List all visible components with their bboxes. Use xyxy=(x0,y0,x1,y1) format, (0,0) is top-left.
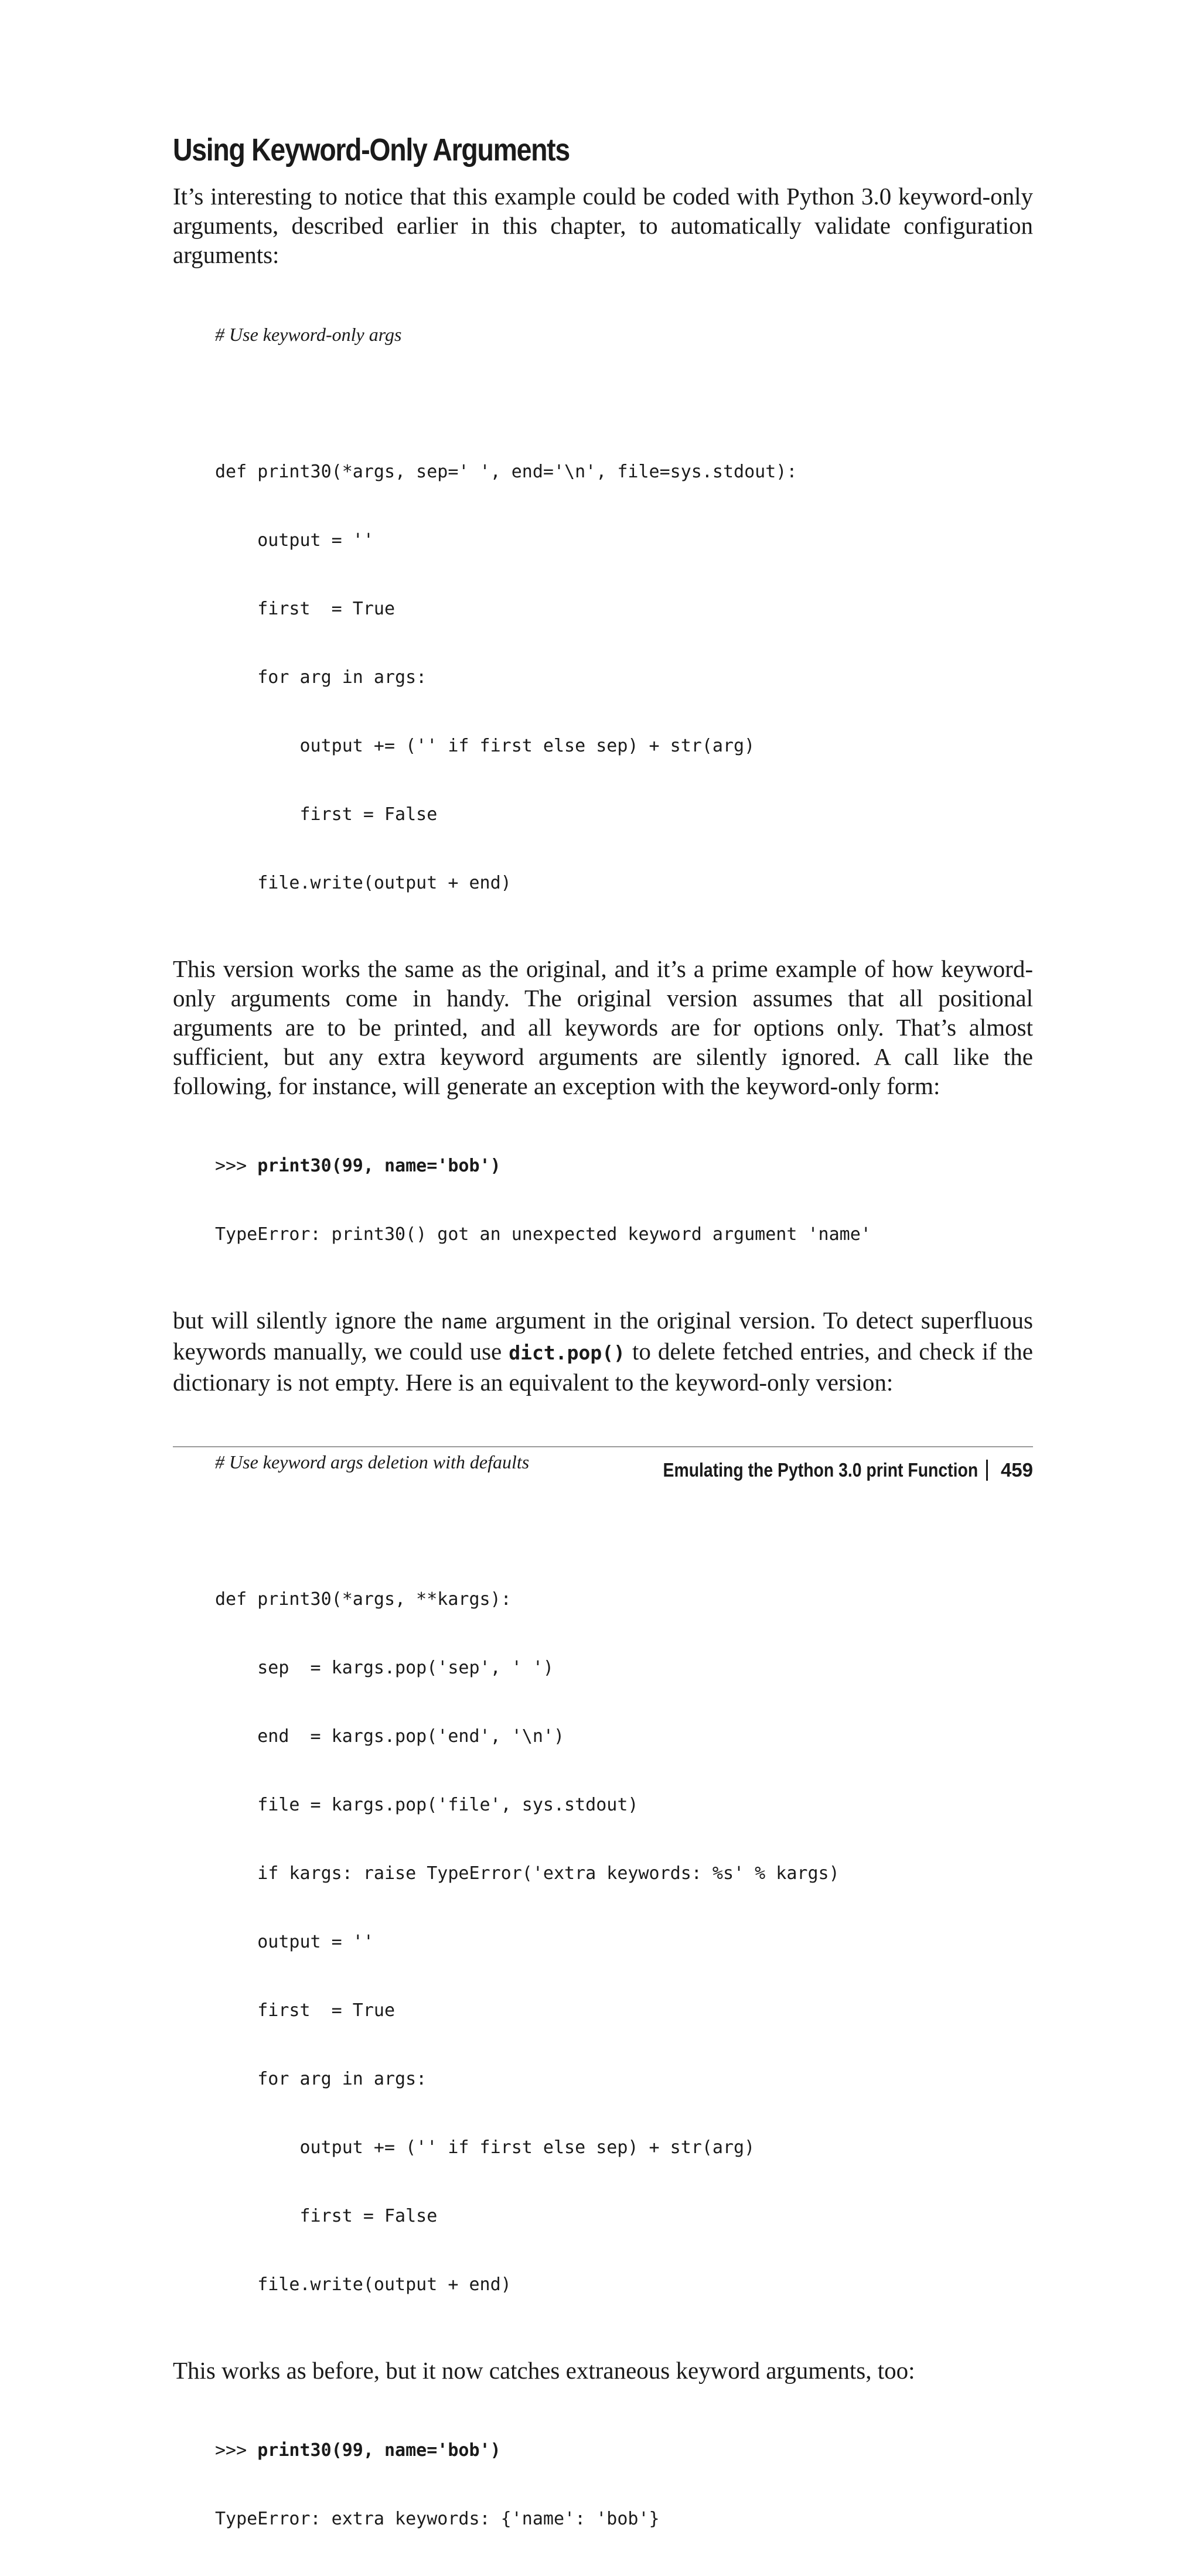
prompt-output: TypeError: extra keywords: {'name': 'bob'} xyxy=(215,2509,660,2529)
page-number: 459 xyxy=(1000,1459,1033,1481)
prompt-symbol: >>> xyxy=(215,1156,258,1176)
code-line: first = True xyxy=(215,599,396,619)
prompt-command: print30(99, name='bob') xyxy=(257,2440,501,2461)
interactive-session-1 xyxy=(215,1109,1033,1292)
code-line: sep = kargs.pop('sep', ' ') xyxy=(215,1658,554,1678)
code-line: first = False xyxy=(215,804,438,825)
code-line: output += ('' if first else sep) + str(arg) xyxy=(215,736,755,756)
inline-code-name: name xyxy=(441,1310,488,1333)
prompt-line xyxy=(215,1154,1033,1177)
footer-divider xyxy=(173,1446,1033,1447)
code-line: file = kargs.pop('file', sys.stdout) xyxy=(215,1795,639,1815)
para3-text-1: but will silently ignore the xyxy=(173,1307,441,1334)
prompt-command: print30(99, name='bob') xyxy=(257,1156,501,1176)
prompt-symbol: >>> xyxy=(215,2440,258,2461)
code-line: output += ('' if first else sep) + str(arg) xyxy=(215,2137,755,2158)
code-line: for arg in args: xyxy=(215,2069,427,2089)
prompt-output: TypeError: print30() got an unexpected keyword argument 'name' xyxy=(215,1224,871,1245)
page-footer xyxy=(612,1457,1033,1483)
footer-separator xyxy=(986,1460,988,1481)
code-comment: # Use keyword-only args xyxy=(215,324,402,345)
code-line: file.write(output + end) xyxy=(215,2274,512,2295)
running-footer-title: Emulating the Python 3.0 print Function xyxy=(663,1459,978,1481)
code-line: if kargs: raise TypeError('extra keywords: %s' % kargs) xyxy=(215,1863,840,1884)
prompt-line xyxy=(215,2439,1033,2462)
code-line: end = kargs.pop('end', '\n') xyxy=(215,1726,565,1747)
paragraph-intro: It’s interesting to notice that this example could be coded with Python 3.0 keyword-only arguments, described earlier in this chapter, to automatically validate configuration arguments: xyxy=(173,183,1033,268)
paragraph-superfluous xyxy=(173,1306,1033,1397)
code-comment: # Use keyword args deletion with defaults xyxy=(215,1451,530,1473)
code-line: for arg in args: xyxy=(215,667,427,688)
code-line: output = '' xyxy=(215,530,374,551)
inline-code-dict-pop: dict.pop() xyxy=(509,1341,625,1364)
code-line: first = True xyxy=(215,2000,396,2021)
paragraph-conclusion: This works as before, but it now catches extraneous keyword arguments, too: xyxy=(173,2357,915,2384)
code-block-keyword-only xyxy=(215,278,1033,940)
code-block-kargs xyxy=(215,1405,1033,2342)
code-line: output = '' xyxy=(215,1932,374,1952)
code-line: def print30(*args, **kargs): xyxy=(215,1589,512,1610)
code-line: def print30(*args, sep=' ', end='\n', file=sys.stdout): xyxy=(215,462,797,482)
code-line: first = False xyxy=(215,2206,438,2226)
para3-text-3: to delete fetched entries, and check if the dictionary is not empty. Here is an equivalent to the keyword-only version: xyxy=(173,1338,1033,1396)
section-heading: Using Keyword-Only Arguments xyxy=(173,132,570,168)
interactive-session-2 xyxy=(215,2393,1033,2576)
para3-text-2: argument in the original version. To detect superfluous keywords manually, we could use xyxy=(173,1307,1033,1365)
code-line: file.write(output + end) xyxy=(215,873,512,893)
page-content xyxy=(173,129,1033,2576)
paragraph-explanation: This version works the same as the original, and it’s a prime example of how keyword-only arguments come in handy. The original version assumes that all positional arguments are to be printed, and all keywords are for options only. That’s almost sufficient, but any extra keyword arguments are silently ignored. A call like the following, for instance, will generate an exception with the keyword-only form: xyxy=(173,955,1033,1099)
